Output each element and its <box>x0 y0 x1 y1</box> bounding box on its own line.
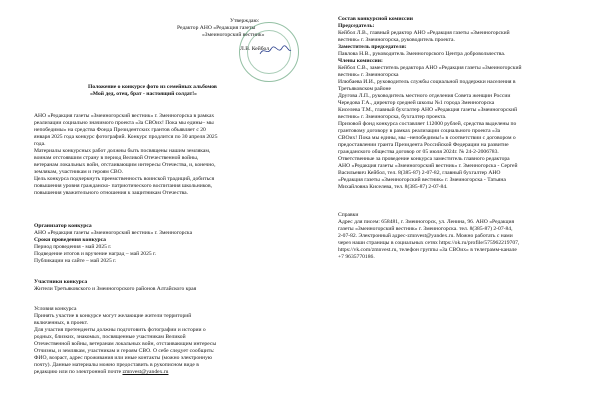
conditions-line: Принять участие в конкурсе могут желающие жители территорий <box>34 313 192 319</box>
intro-line: АНО «Редакция газеты «Змеиногорский вестник» г. Змеиногорска в рамках <box>34 113 215 119</box>
responsible-line: Васильевич Кейбол, тел. 8(385-87) 2-07-82, главный бухгалтер АНО <box>338 170 501 176</box>
member-line: Киселева Т.М., главный бухгалтер АНО «Редакция газеты «Змеиногорский <box>338 107 518 113</box>
signature-mark <box>258 44 292 58</box>
terms-line: Публикации на сайте – май 2025 г. <box>34 258 117 264</box>
prize-line: грантовому договору в рамках реализации социального проекта «За <box>338 128 501 134</box>
chair-line: вестник» г. Змеиногорска, руководитель проекта. <box>338 37 455 43</box>
intro-line: непобедимы» на средства Фонда Президентских грантов объявляет с 20 <box>34 127 206 133</box>
intro-line: повышения уважительного отношения к защитникам Отечества. <box>34 190 188 196</box>
section-heading: Условия конкурса <box>34 306 77 312</box>
responsible-line: АНО «Редакция газеты «Змеиногорский вестник» г. Змеиногорска - Сергей <box>338 163 518 169</box>
doc-title: Положение о конкурсе фото из семейных альбомов <box>88 84 217 90</box>
approve-line: Редактор АНО «Редакция газеты <box>177 25 256 31</box>
reference-line: Адрес для писем: 658481, г. Змеиногорск, ул. Ленина, 96. АНО «Редакция <box>338 219 515 225</box>
conditions-line: родных, близких, знакомых, посвященные участникам Великой <box>34 334 186 340</box>
chair-line: Кейбол Л.В., главный редактор АНО «Редакция газеты «Змеиногорский <box>338 30 510 36</box>
member-line: Кейбол С.В., заместитель редактора АНО «Редакция газеты «Змеиногорский <box>338 65 522 71</box>
section-heading: Состав конкурсной комиссии <box>338 16 413 22</box>
member-line: вестник» г. Змеиногорска <box>338 72 399 78</box>
intro-line: реализации социально значимого проекта «За СВОих! Пока мы едины– мы <box>34 120 214 126</box>
prize-line: Призовой фонд конкурса составляет 112000 рублей, средства выделены по <box>338 121 517 127</box>
intro-line: Материалы конкурсных работ должны быть посвящены нашим землякам, <box>34 148 211 154</box>
conditions-line: Для участия претенденты должны подготовить фотографии и истории о <box>34 327 206 333</box>
intro-line: года. <box>34 141 46 147</box>
conditions-line <box>34 369 168 376</box>
conditions-line: Отечественной войны, ветеранам локальных войн, отстаивающим интересы <box>34 341 217 347</box>
organizer-text: АНО «Редакция газеты «Змеиногорский вестник» г. Змеиногорска <box>34 230 193 236</box>
email-link[interactable]: zmnvest@yandex.ru <box>122 369 169 375</box>
reference-line: газеты «Змеиногорский вестник» г. Змеиногорска. тел. 8(385-87) 2-07-84, <box>338 226 513 232</box>
member-line: вестник» г. Змеиногорска, бухгалтер проекта. <box>338 114 447 120</box>
responsible-line: Ответственные за проведение конкурса заместитель главного редактора <box>338 156 510 162</box>
role-heading: Председатель: <box>338 23 375 29</box>
approve-line: «Змеиногорский вестник» <box>202 32 265 38</box>
conditions-text: редакцию или по электронной почте <box>34 369 123 375</box>
intro-line: ветеранам локальных войн, отстаивающим интересы Отечества, и, конечно, <box>34 162 216 168</box>
conditions-line: ФИО, возраст, адрес проживания или иные контакты (можно электронную <box>34 355 213 361</box>
member-line: Илюбаева И.И., руководитель службы социальной поддержки населения в <box>338 79 516 85</box>
intro-line: января 2025 года конкурс фотографий. Конкурс продлится по 30 апреля 2025 <box>34 134 218 140</box>
reference-line: через наши страницы в социальных сетях https://ok.ru/profile/575962219707, <box>338 240 520 246</box>
intro-line: воинам отстоявшим страну в период Великой Отечественной войны, <box>34 155 199 161</box>
prize-line: предоставлении гранта Президента Российской Федерации на развитие <box>338 142 509 148</box>
doc-title: «Мой дед, отец, брат - настоящий солдат!» <box>90 91 197 97</box>
role-heading: Члены комиссии: <box>338 58 383 64</box>
reference-line: 2-07-82. Электронный адрес-zmnvest@yandex.ru. Можно работать с нами <box>338 233 513 239</box>
responsible-line: «Редакция газеты «Змеиногорский вестник» г. Змеиногорска - Татьяна <box>338 177 506 183</box>
intro-line: повышения уровня гражданско- патриотического воспитания школьников, <box>34 183 212 189</box>
terms-line: Подведение итогов и вручение наград – май 2025 г. <box>34 251 157 257</box>
section-heading: Сроки проведения конкурса <box>34 237 106 243</box>
member-line: Другова Л.П., руководитель местного отделения Совета женщин России <box>338 93 511 99</box>
conditions-line: почту). Данные материалы можно предоставить в рукописном виде в <box>34 362 199 368</box>
terms-line: Период проведения - май 2025 г. <box>34 244 112 250</box>
prize-line: СВОих! Пока мы едины, мы –непобедимы!» в соответствии с договором о <box>338 135 516 141</box>
reference-line: https://vk.com/zmnvest.ru, телефон группы «За СВОих» в телеграмм-канале <box>338 247 517 253</box>
section-heading: Участники конкурса <box>34 279 88 285</box>
intro-line: Цель конкурса подчеркнуть преемственность воинской традиций, добиться <box>34 176 215 182</box>
deputy-line: Павлова Н.В., руководитель Змеиногорского Центра добровольчества. <box>338 51 506 57</box>
reference-line: +7 9635770186. <box>338 254 375 260</box>
prize-line: гражданского общества договор от 05 июля 2024г. № 24-2-2006783. <box>338 149 499 155</box>
member-line: Третьяковском районе <box>338 86 391 92</box>
member-line: Чередова Г.А., директор средней школы №1 города Змеиногорска <box>338 100 495 106</box>
approve-signer: Л.В. Кейбол <box>240 46 270 52</box>
conditions-line: включенных, в проект. <box>34 320 88 326</box>
responsible-line: Михайловна Киселева, тел. 8(385-87) 2-07-84. <box>338 184 448 190</box>
intro-line: землякам, участникам и героям СВО. <box>34 169 124 175</box>
section-heading: Справки <box>338 212 359 218</box>
section-heading: Организатор конкурса <box>34 223 92 229</box>
role-heading: Заместитель председателя: <box>338 44 407 50</box>
approve-line: Утверждаю: <box>230 18 260 24</box>
conditions-line: Отчизны, и землякам, участникам и героям СВО. О себе следует сообщить: <box>34 348 215 354</box>
participants-text: Жители Третьяковского и Змеиногорского районов Алтайского края <box>34 286 197 292</box>
